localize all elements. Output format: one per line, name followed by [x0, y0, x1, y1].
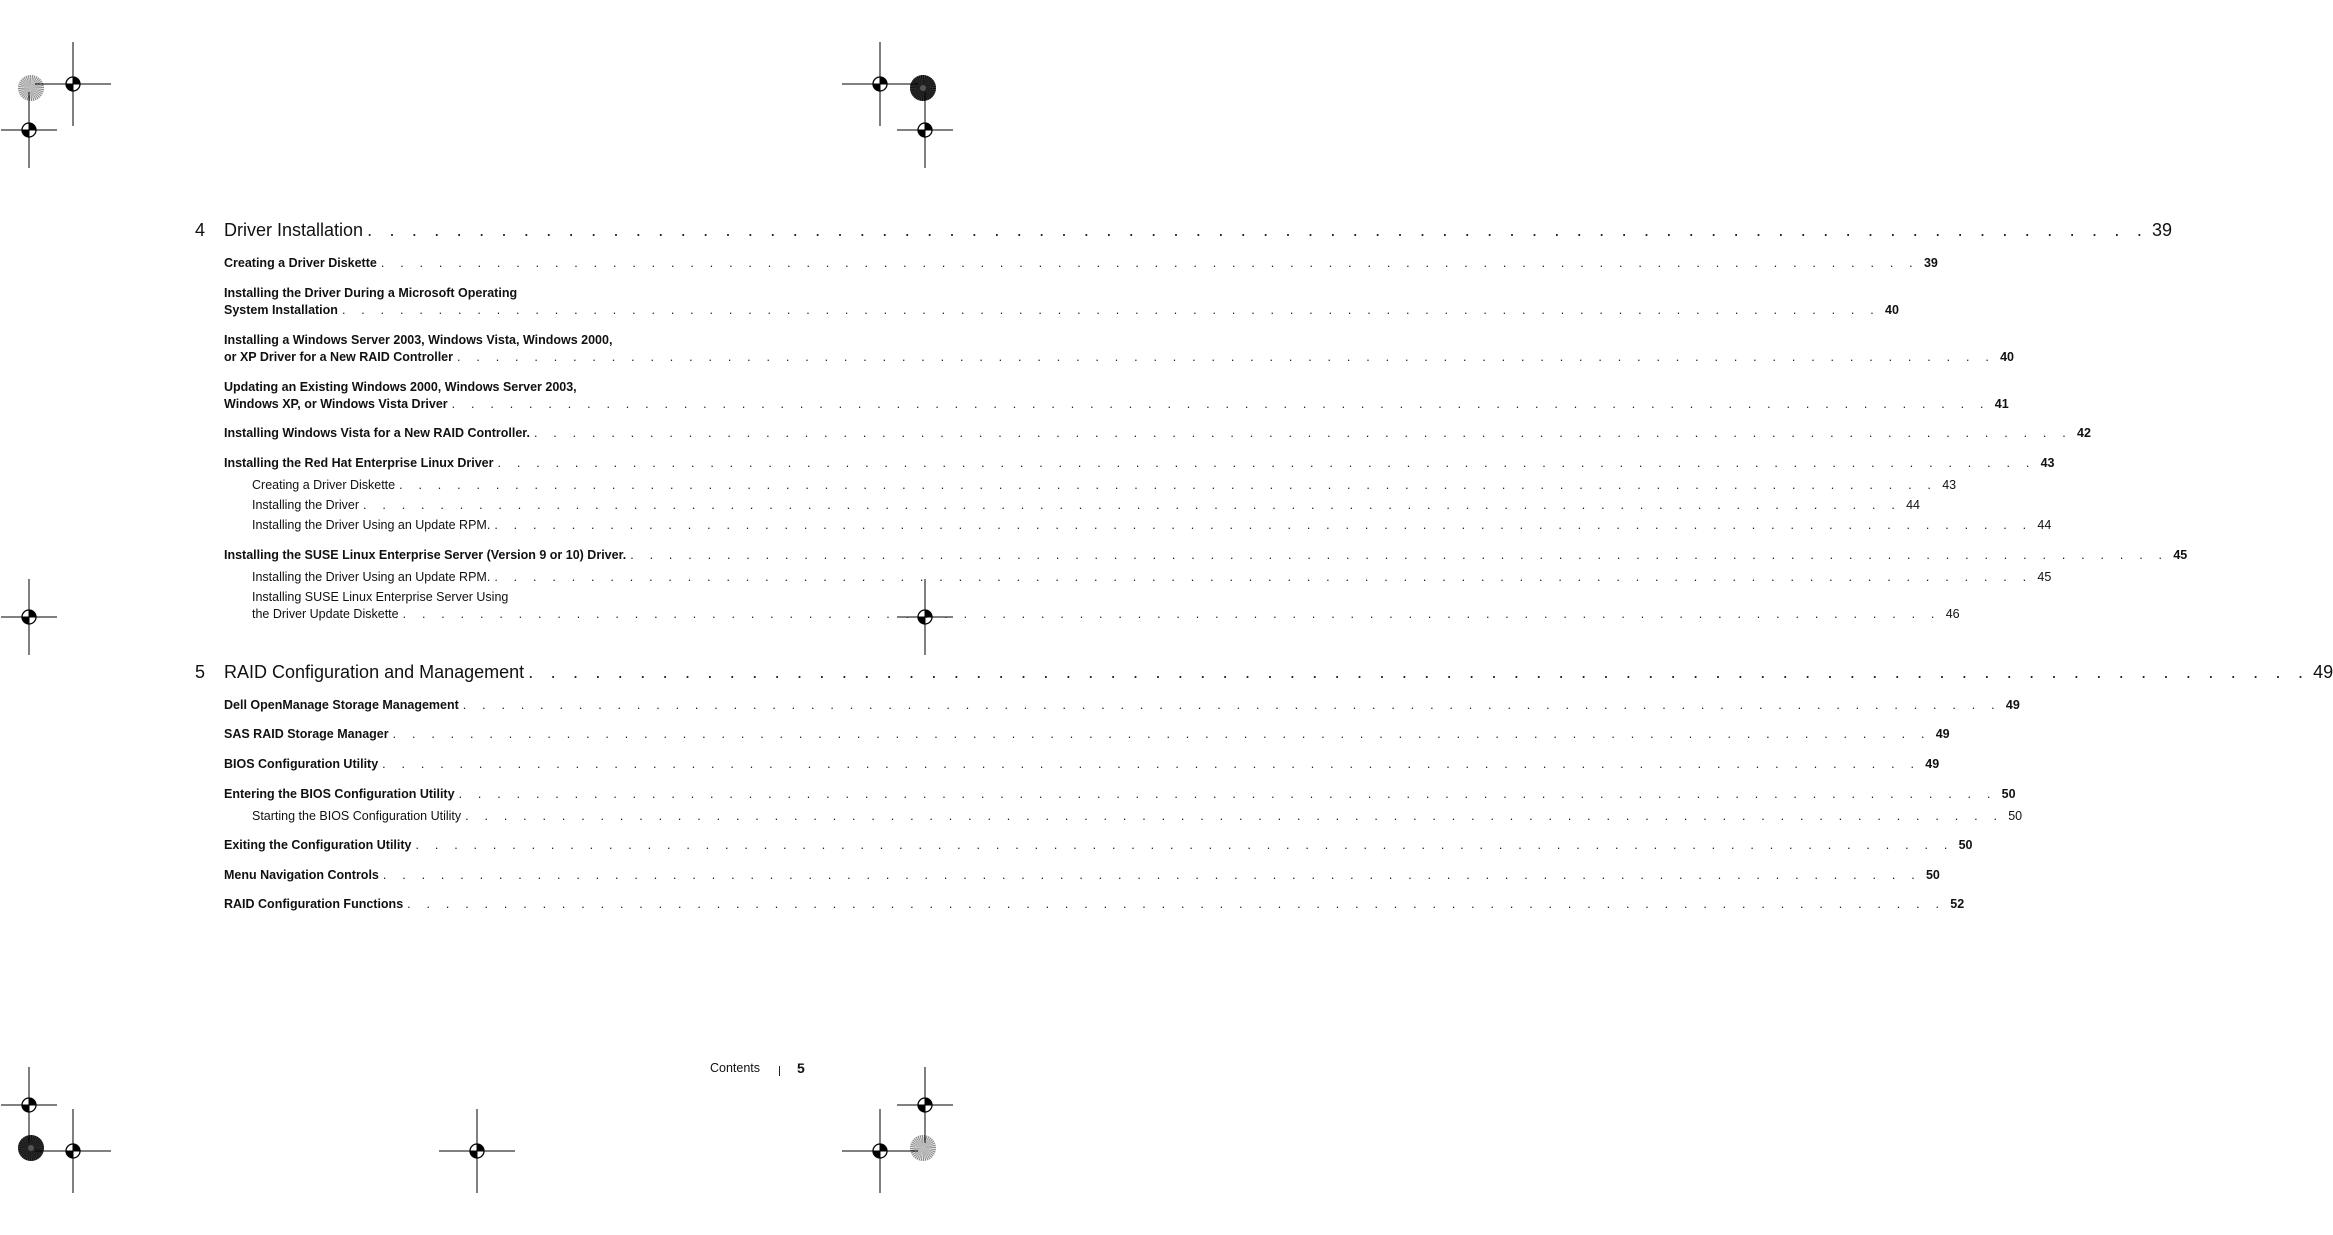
dot-leader: . . . . . . . . . . . . . . . . . . . . . . . . . . . . . . . . . . . . . . . . . . . . . . . . . . . . . . . . . . . . . . . . . . . . . . . . . . . . . . . . — [415, 838, 1954, 852]
footer-page-number: 5 — [797, 1060, 805, 1076]
toc-entry-line-page: 44 — [2037, 518, 2052, 532]
chapter-title-line-page: 49 — [2313, 662, 2333, 682]
dot-leader: . . . . . . . . . . . . . . . . . . . . . . . . . . . . . . . . . . . . . . . . . . . . . . . . . . . . . . . . . . . . . . . . . . . . . . . . . . . . . . . . — [497, 456, 2036, 470]
toc-entry-line-title: Installing the SUSE Linux Enterprise Server (Version 9 or 10) Driver. — [224, 548, 627, 562]
toc-entry-line — [224, 896, 1965, 913]
toc-entry-line-page: 39 — [1923, 256, 1938, 270]
color-wheel-icon — [18, 75, 44, 101]
toc-entry-line — [252, 477, 1957, 494]
toc-entry-line-title: Installing the Red Hat Enterprise Linux Driver — [224, 456, 494, 470]
dot-leader: . . . . . . . . . . . . . . . . . . . . . . . . . . . . . . . . . . . . . . . . . . . . . . . . . . . . . . . . . . . . . . . . . . . . . . . . . . . . . . . . — [630, 548, 2169, 562]
toc-entry-line — [224, 285, 685, 302]
color-wheel-icon — [18, 1135, 44, 1161]
dot-leader: . . . . . . . . . . . . . . . . . . . . . . . . . . . . . . . . . . . . . . . . . . . . . . . . . . . . . . . . . . . . . . . . . . . . . . . . . . . . . . . . — [451, 397, 1990, 411]
color-wheel-icon — [910, 1135, 936, 1161]
dot-leader: . . . . . . . . . . . . . . . . . . . . . . . . . . . . . . . . . . . . . . . . . . . . . . . . . . . . . . . . . . . . . . . . . . . . . . . . . . . . . . . . — [494, 518, 2033, 532]
toc-entry-line-title: Dell OpenManage Storage Management — [224, 698, 459, 712]
dot-leader: . . . . . . . . . . . . . . . . . . . . . . . . . . . . . . . . . . . . . . . . . . . . . . . . . . . . . . . . . . . . . . . . . . . . . . . . . . . . . . . . — [407, 897, 1946, 911]
toc-entry-line-page: 49 — [1925, 757, 1940, 771]
toc-entry-line-title: Menu Navigation Controls — [224, 868, 379, 882]
toc-entry-line — [252, 497, 1920, 514]
footer-separator — [779, 1066, 780, 1076]
toc-entry-line-title: Creating a Driver Diskette — [224, 256, 377, 270]
dot-leader: . . . . . . . . . . . . . . . . . . . . . . . . . . . . . . . . . . . . . . . . . . . . . . . . . . . . . . . . . . . . . . . . . . . . . . . . . . . . . . . . — [367, 220, 2149, 240]
registration-mark-icon — [1, 1067, 57, 1143]
dot-leader: . . . . . . . . . . . . . . . . . . . . . . . . . . . . . . . . . . . . . . . . . . . . . . . . . . . . . . . . . . . . . . . . . . . . . . . . . . . . . . . . — [402, 607, 1941, 621]
registration-mark-icon — [35, 1109, 111, 1193]
toc-entry-line-title: System Installation — [224, 303, 338, 317]
toc-entry-line-title: Installing the Driver Using an Update RPM. — [252, 518, 491, 532]
registration-mark-icon — [897, 92, 953, 168]
toc-entry-line-page: 50 — [1958, 838, 1973, 852]
toc-entry-line — [224, 332, 685, 349]
toc-entry-line — [224, 726, 1950, 743]
toc-entry-line — [224, 349, 2014, 366]
toc-entry-line-page: 42 — [2077, 426, 2091, 440]
dot-leader: . . . . . . . . . . . . . . . . . . . . . . . . . . . . . . . . . . . . . . . . . . . . . . . . . . . . . . . . . . . . . . . . . . . . . . . . . . . . . . . . — [380, 256, 1919, 270]
toc-entry-line-title: Creating a Driver Diskette — [252, 478, 396, 492]
toc-entry-line — [224, 379, 685, 396]
registration-mark-icon — [439, 1109, 515, 1193]
toc-entry-line-page: 45 — [2173, 548, 2188, 562]
registration-mark-icon — [1, 92, 57, 168]
toc-entry-line — [252, 606, 1960, 623]
dot-leader: . . . . . . . . . . . . . . . . . . . . . . . . . . . . . . . . . . . . . . . . . . . . . . . . . . . . . . . . . . . . . . . . . . . . . . . . . . . . . . . . — [457, 350, 1995, 364]
toc-entry-line — [252, 517, 2052, 534]
registration-mark-icon — [842, 1109, 918, 1193]
toc-entry-line — [252, 808, 2023, 825]
dot-leader: . . . . . . . . . . . . . . . . . . . . . . . . . . . . . . . . . . . . . . . . . . . . . . . . . . . . . . . . . . . . . . . . . . . . . . . . . . . . . . . . — [382, 868, 1921, 882]
toc-entry-line-title: Installing the Driver Using an Update RPM. — [252, 570, 491, 584]
toc-entry-line — [224, 756, 1940, 773]
toc-entry-line — [224, 837, 1973, 854]
chapter-title-line — [224, 661, 2333, 683]
toc-entry-line-title: or XP Driver for a New RAID Controller — [224, 350, 453, 364]
chapter-number: 4 — [195, 220, 206, 240]
dot-leader: . . . . . . . . . . . . . . . . . . . . . . . . . . . . . . . . . . . . . . . . . . . . . . . . . . . . . . . . . . . . . . . . . . . . . . . . . . . . . . . . — [399, 478, 1938, 492]
registration-mark-icon — [842, 42, 918, 126]
toc-entry-line-page: 50 — [2008, 809, 2023, 823]
toc-entry-line-title: Installing a Windows Server 2003, Windows Vista, Windows 2000, — [224, 333, 613, 347]
toc-entry-line-title: Installing the Driver During a Microsoft Operating — [224, 286, 518, 300]
toc-entry-line-page: 50 — [2001, 787, 2016, 801]
toc-entry-line-page: 49 — [2005, 698, 2020, 712]
toc-entry-line-page: 49 — [1935, 727, 1950, 741]
toc-entry-line-title: Installing the Driver — [252, 498, 359, 512]
toc-entry-line-title: Starting the BIOS Configuration Utility — [252, 809, 462, 823]
toc-entry-line — [224, 396, 2009, 413]
toc-entry-line-page: 46 — [1945, 607, 1960, 621]
chapter-number: 5 — [195, 662, 206, 682]
toc-entry-line-page: 43 — [1942, 478, 1957, 492]
toc-entry-line-title: BIOS Configuration Utility — [224, 757, 379, 771]
toc-entry-line-page: 45 — [2037, 570, 2052, 584]
toc-entry-line-page: 52 — [1950, 897, 1965, 911]
toc-entry-line-page: 40 — [1885, 303, 1899, 317]
toc-entry-line-title: Installing SUSE Linux Enterprise Server Using — [252, 590, 509, 604]
dot-leader: . . . . . . . . . . . . . . . . . . . . . . . . . . . . . . . . . . . . . . . . . . . . . . . . . . . . . . . . . . . . . . . . . . . . . . . . . . . . . . . . — [392, 727, 1931, 741]
dot-leader: . . . . . . . . . . . . . . . . . . . . . . . . . . . . . . . . . . . . . . . . . . . . . . . . . . . . . . . . . . . . . . . . . . . . . . . . . . . . . . . . — [382, 757, 1921, 771]
toc-entry-line — [224, 302, 1899, 319]
toc-entry-line-title: Updating an Existing Windows 2000, Windows Server 2003, — [224, 380, 577, 394]
toc-entry-line — [224, 425, 2091, 442]
dot-leader: . . . . . . . . . . . . . . . . . . . . . . . . . . . . . . . . . . . . . . . . . . . . . . . . . . . . . . . . . . . . . . . . . . . . . . . . . . . . . . . . — [494, 570, 2033, 584]
toc-entry-line — [224, 455, 2055, 472]
toc-entry-line — [224, 867, 1940, 884]
toc-entry-line-page: 41 — [1994, 397, 2009, 411]
chapter-title-line-page: 39 — [2152, 220, 2173, 240]
chapter-title-line — [224, 219, 2173, 241]
dot-leader: . . . . . . . . . . . . . . . . . . . . . . . . . . . . . . . . . . . . . . . . . . . . . . . . . . . . . . . . . . . . . . . . . . . . . . . . . . . . . . . . — [462, 698, 2001, 712]
dot-leader: . . . . . . . . . . . . . . . . . . . . . . . . . . . . . . . . . . . . . . . . . . . . . . . . . . . . . . . . . . . . . . . . . . . . . . . . . . . . . . . . — [465, 809, 2004, 823]
toc-entry-line-title: RAID Configuration Functions — [224, 897, 404, 911]
toc-entry-line-title: Installing Windows Vista for a New RAID Controller. — [224, 426, 530, 440]
color-wheel-icon — [910, 75, 936, 101]
toc-entry-line-page: 43 — [2040, 456, 2055, 470]
registration-mark-icon — [35, 42, 111, 126]
footer-label: Contents — [710, 1061, 761, 1075]
dot-leader: . . . . . . . . . . . . . . . . . . . . . . . . . . . . . . . . . . . . . . . . . . . . . . . . . . . . . . . . . . . . . . . . . . . . . . . . . . . . . . . . — [341, 303, 1880, 317]
chapter-title-line-title: Driver Installation — [224, 220, 364, 240]
toc-entry-line-page: 40 — [2000, 350, 2014, 364]
chapter-title-line-title: RAID Configuration and Management — [224, 662, 525, 682]
dot-leader: . . . . . . . . . . . . . . . . . . . . . . . . . . . . . . . . . . . . . . . . . . . . . . . . . . . . . . . . . . . . . . . . . . . . . . . . . . . . . . . . — [458, 787, 1997, 801]
dot-leader: . . . . . . . . . . . . . . . . . . . . . . . . . . . . . . . . . . . . . . . . . . . . . . . . . . . . . . . . . . . . . . . . . . . . . . . . . . . . . . . . — [533, 426, 2072, 440]
toc-entry-line — [252, 589, 685, 606]
toc-entry-line-title: Windows XP, or Windows Vista Driver — [224, 397, 448, 411]
toc-entry-line-title: Entering the BIOS Configuration Utility — [224, 787, 455, 801]
registration-mark-icon — [1, 579, 57, 655]
toc-entry-line-title: the Driver Update Diskette — [252, 607, 399, 621]
toc-entry-line-page: 50 — [1925, 868, 1940, 882]
toc-entry-line — [224, 786, 2016, 803]
dot-leader: . . . . . . . . . . . . . . . . . . . . . . . . . . . . . . . . . . . . . . . . . . . . . . . . . . . . . . . . . . . . . . . . . . . . . . . . . . . . . . . . — [363, 498, 1901, 512]
toc-entry-line — [224, 547, 2188, 564]
toc-entry-line-title: Exiting the Configuration Utility — [224, 838, 412, 852]
toc-entry-line-page: 44 — [1906, 498, 1920, 512]
toc-entry-line — [224, 255, 1938, 272]
dot-leader: . . . . . . . . . . . . . . . . . . . . . . . . . . . . . . . . . . . . . . . . . . . . . . . . . . . . . . . . . . . . . . . . . . . . . . . . . . . . . . . . — [528, 662, 2310, 682]
registration-mark-icon — [897, 1067, 953, 1143]
toc-entry-line — [224, 697, 2020, 714]
toc-entry-line — [252, 569, 2052, 586]
toc-entry-line-title: SAS RAID Storage Manager — [224, 727, 389, 741]
